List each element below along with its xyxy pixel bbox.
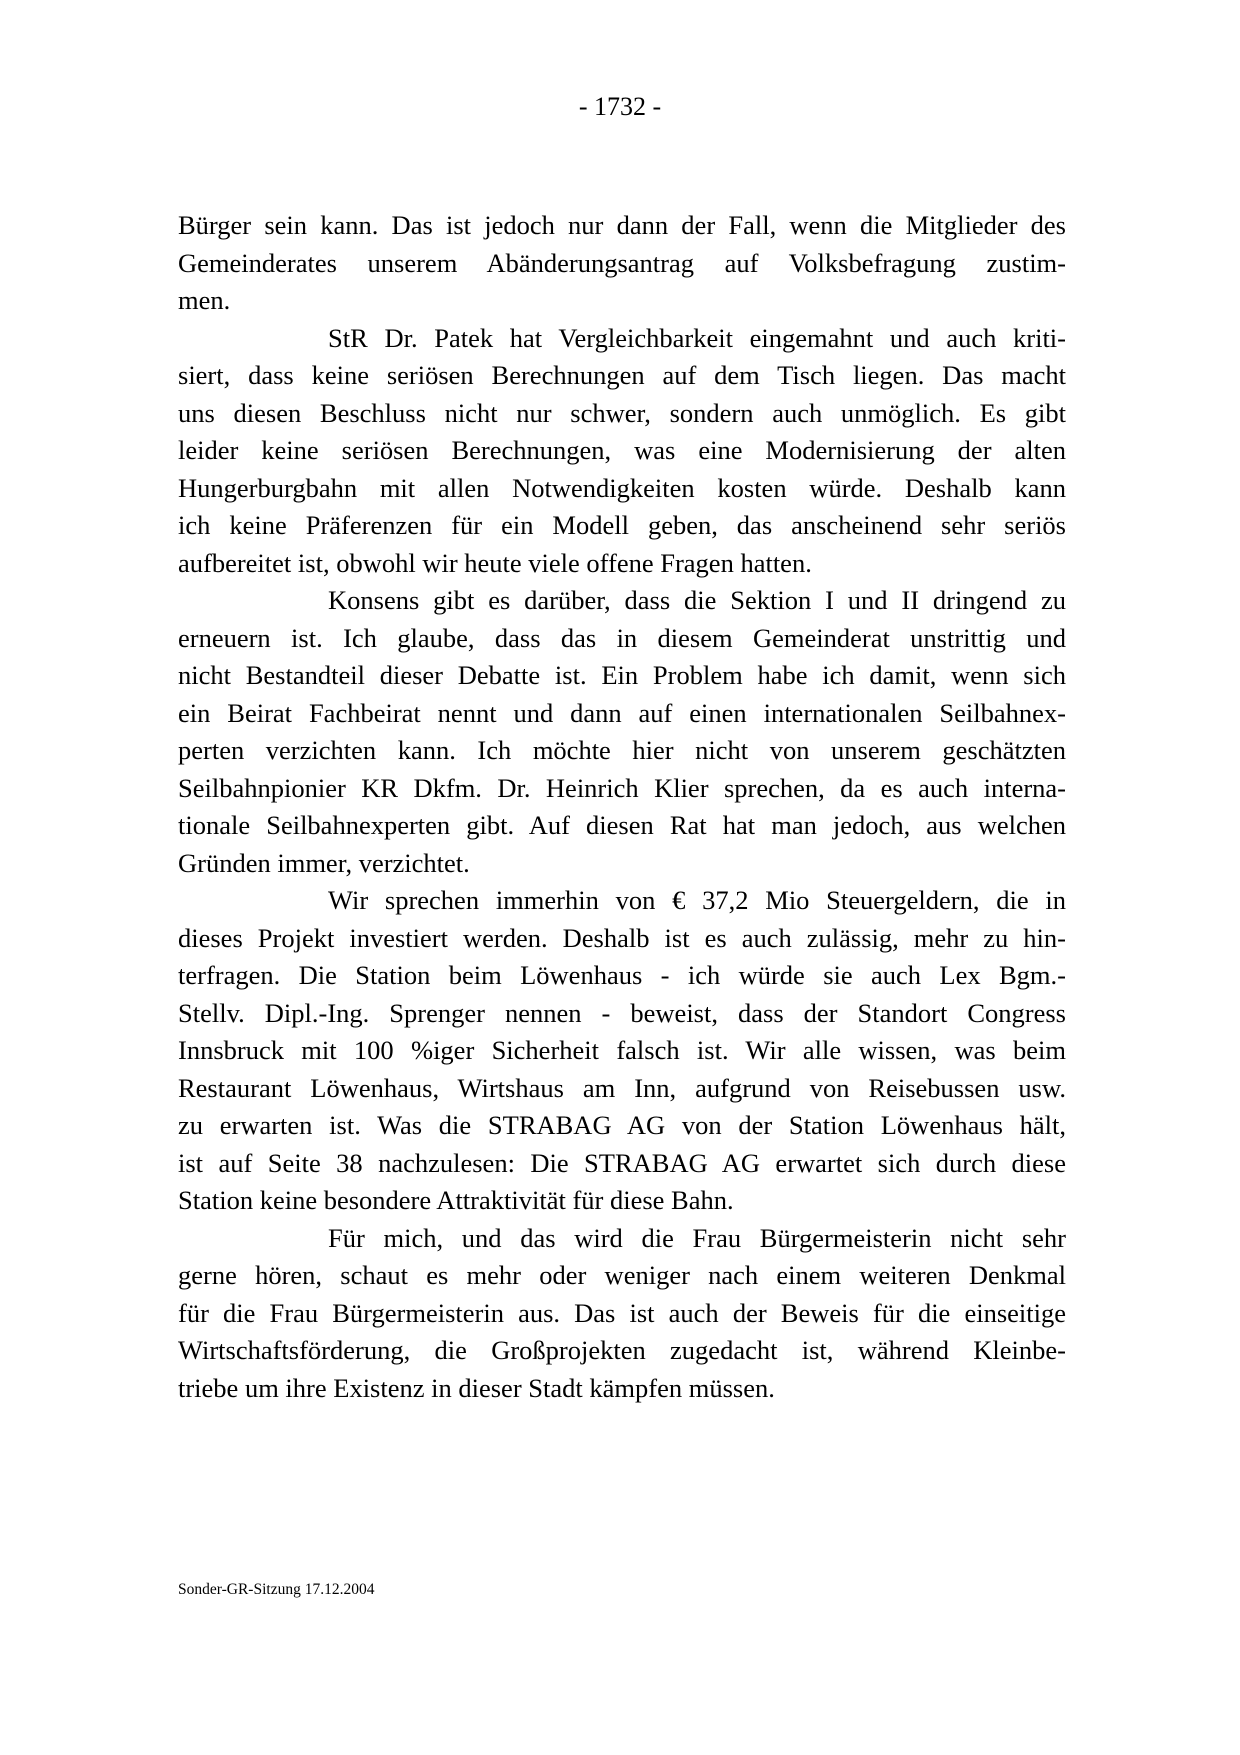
paragraph-5 <box>178 1220 1066 1408</box>
text-line: dieses Projekt investiert werden. Deshalb ist es auch zulässig, mehr zu hin- <box>178 922 1066 953</box>
text-line: Restaurant Löwenhaus, Wirtshaus am Inn, aufgrund von Reisebussen usw. <box>178 1072 1066 1103</box>
text-line: Wirtschaftsförderung, die Großprojekten zugedacht ist, während Kleinbe- <box>178 1335 1066 1365</box>
text-line: ich keine Präferenzen für ein Modell geben, das anscheinend sehr seriös <box>178 510 1066 540</box>
text-line: ein Beirat Fachbeirat nennt und dann auf einen internationalen Seilbahnex- <box>178 697 1066 728</box>
paragraph-3 <box>178 582 1066 882</box>
page-footer: Sonder-GR-Sitzung 17.12.2004 <box>178 1581 375 1598</box>
text-line: nicht Bestandteil dieser Debatte ist. Ein Problem habe ich damit, wenn sich <box>178 660 1066 690</box>
text-line: Innsbruck mit 100 %iger Sicherheit falsch ist. Wir alle wissen, was beim <box>178 1035 1066 1065</box>
text-line: terfragen. Die Station beim Löwenhaus - ich würde sie auch Lex Bgm.- <box>178 960 1066 990</box>
text-line: Stellv. Dipl.-Ing. Sprenger nennen - beweist, dass der Standort Congress <box>178 997 1066 1028</box>
text-line: siert, dass keine seriösen Berechnungen auf dem Tisch liegen. Das macht <box>178 360 1066 390</box>
text-line: aufbereitet ist, obwohl wir heute viele offene Fragen hatten. <box>178 547 812 578</box>
text-line: perten verzichten kann. Ich möchte hier nicht von unserem geschätzten <box>178 735 1066 765</box>
text-line: uns diesen Beschluss nicht nur schwer, sondern auch unmöglich. Es gibt <box>178 397 1066 428</box>
text-line: Hungerburgbahn mit allen Notwendigkeiten kosten würde. Deshalb kann <box>178 472 1066 503</box>
text-line: triebe um ihre Existenz in dieser Stadt kämpfen müssen. <box>178 1372 775 1403</box>
text-line: Seilbahnpionier KR Dkfm. Dr. Heinrich Klier sprechen, da es auch interna- <box>178 772 1066 803</box>
body-text <box>178 207 1066 1407</box>
text-line: Gemeinderates unserem Abänderungsantrag auf Volksbefragung zustim- <box>178 247 1066 278</box>
text-line: ist auf Seite 38 nachzulesen: Die STRABAG AG erwartet sich durch diese <box>178 1147 1066 1178</box>
page-number: - 1732 - <box>578 92 662 121</box>
paragraph-1 <box>178 207 1066 320</box>
text-line: Bürger sein kann. Das ist jedoch nur dann der Fall, wenn die Mitglieder des <box>178 210 1066 240</box>
text-line: men. <box>178 285 231 315</box>
text-line: StR Dr. Patek hat Vergleichbarkeit eingemahnt und auch kriti- <box>328 322 1066 353</box>
text-line: Für mich, und das wird die Frau Bürgermeisterin nicht sehr <box>328 1222 1066 1253</box>
text-line: Gründen immer, verzichtet. <box>178 847 470 878</box>
text-line: erneuern ist. Ich glaube, dass das in diesem Gemeinderat unstrittig und <box>178 622 1066 653</box>
text-line: gerne hören, schaut es mehr oder weniger nach einem weiteren Denkmal <box>178 1260 1066 1290</box>
text-line: tionale Seilbahnexperten gibt. Auf diesen Rat hat man jedoch, aus welchen <box>178 810 1066 840</box>
paragraph-2 <box>178 320 1066 583</box>
paragraph-4 <box>178 882 1066 1220</box>
text-line: Wir sprechen immerhin von € 37,2 Mio Steuergeldern, die in <box>328 885 1066 915</box>
text-line: Station keine besondere Attraktivität für diese Bahn. <box>178 1185 734 1215</box>
text-line: Konsens gibt es darüber, dass die Sektion I und II dringend zu <box>328 585 1066 615</box>
text-line: leider keine seriösen Berechnungen, was eine Modernisierung der alten <box>178 435 1066 465</box>
text-line: zu erwarten ist. Was die STRABAG AG von der Station Löwenhaus hält, <box>178 1110 1066 1140</box>
text-line: für die Frau Bürgermeisterin aus. Das ist auch der Beweis für die einseitige <box>178 1297 1066 1328</box>
